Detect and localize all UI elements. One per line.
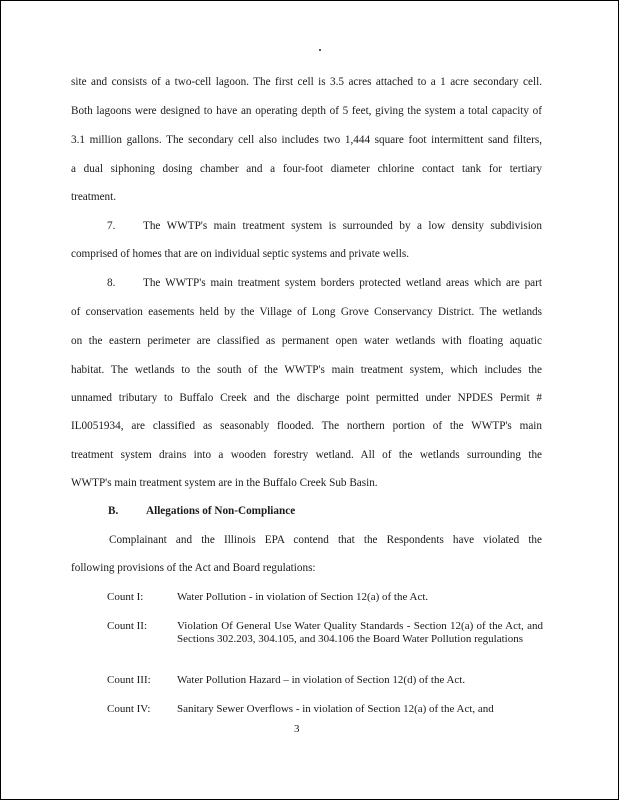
paragraph-8-line: treatment system drains into a wooden forestry wetland. All of the wetlands surrounding the — [71, 449, 542, 461]
count-description: Sanitary Sewer Overflows - in violation of Section 12(a) of the Act, and — [177, 703, 494, 715]
count-label: Count II: — [107, 620, 148, 632]
count-item — [107, 703, 543, 717]
paragraph-8-line: IL0051934, are classified as seasonably flooded. The northern portion of the WWTP's main — [71, 420, 542, 432]
count-item — [107, 674, 543, 688]
paragraph-8-first-line — [71, 276, 542, 290]
paragraph-8-line: on the eastern perimeter are classified as permanent open water wetlands with floating aquatic — [71, 335, 542, 347]
count-description: Water Pollution Hazard – in violation of Section 12(d) of the Act. — [177, 674, 466, 686]
paragraph-6-line: site and consists of a two-cell lagoon. The first cell is 3.5 acres attached to a 1 acre secondary cell. — [71, 76, 542, 88]
paragraph-7-text: The WWTP's main treatment system is surrounded by a low density subdivision — [143, 220, 542, 232]
intro-line: following provisions of the Act and Board regulations: — [71, 562, 316, 574]
paragraph-6-line: a dual siphoning dosing chamber and a four-foot diameter chlorine contact tank for tertiary — [71, 163, 542, 175]
paragraph-number: 8. — [107, 277, 116, 289]
paragraph-8-line: unnamed tributary to Buffalo Creek and the discharge point permitted under NPDES Permit # — [71, 392, 542, 404]
count-label: Count I: — [107, 591, 144, 603]
paragraph-6-line: treatment. — [71, 191, 117, 203]
page-number: 3 — [294, 723, 300, 735]
count-item — [107, 620, 543, 660]
count-description: Water Pollution - in violation of Section 12(a) of the Act. — [177, 591, 429, 603]
count-label: Count III: — [107, 674, 151, 686]
paragraph-7-first-line — [71, 219, 542, 233]
paragraph-6-line: Both lagoons were designed to have an operating depth of 5 feet, giving the system a total capacity of — [71, 105, 542, 117]
paragraph-8-text: The WWTP's main treatment system borders protected wetland areas which are part — [143, 277, 542, 289]
section-label: B. — [108, 505, 119, 517]
count-item — [107, 591, 543, 605]
paragraph-6-line: 3.1 million gallons. The secondary cell also includes two 1,444 square foot intermittent sand filters, — [71, 134, 542, 146]
paragraph-7-line: comprised of homes that are on individual septic systems and private wells. — [71, 248, 410, 260]
count-label: Count IV: — [107, 703, 151, 715]
section-heading — [108, 504, 295, 518]
paragraph-8-line: WWTP's main treatment system are in the Buffalo Creek Sub Basin. — [71, 477, 378, 489]
section-title: Allegations of Non-Compliance — [146, 505, 296, 517]
paragraph-number: 7. — [107, 220, 116, 232]
intro-first-line — [71, 533, 542, 547]
scan-speck — [319, 49, 321, 51]
paragraph-8-line: of conservation easements held by the Village of Long Grove Conservancy District. The wetlands — [71, 306, 542, 318]
intro-text: Complainant and the Illinois EPA contend that the Respondents have violated the — [109, 534, 542, 546]
count-description: Violation Of General Use Water Quality Standards - Section 12(a) of the Act, and Sections 302.203, 304.105, and 304.106 the Board Water Pollution regulations — [177, 620, 543, 645]
paragraph-8-line: habitat. The wetlands to the south of the WWTP's main treatment system, which includes the — [71, 364, 542, 376]
